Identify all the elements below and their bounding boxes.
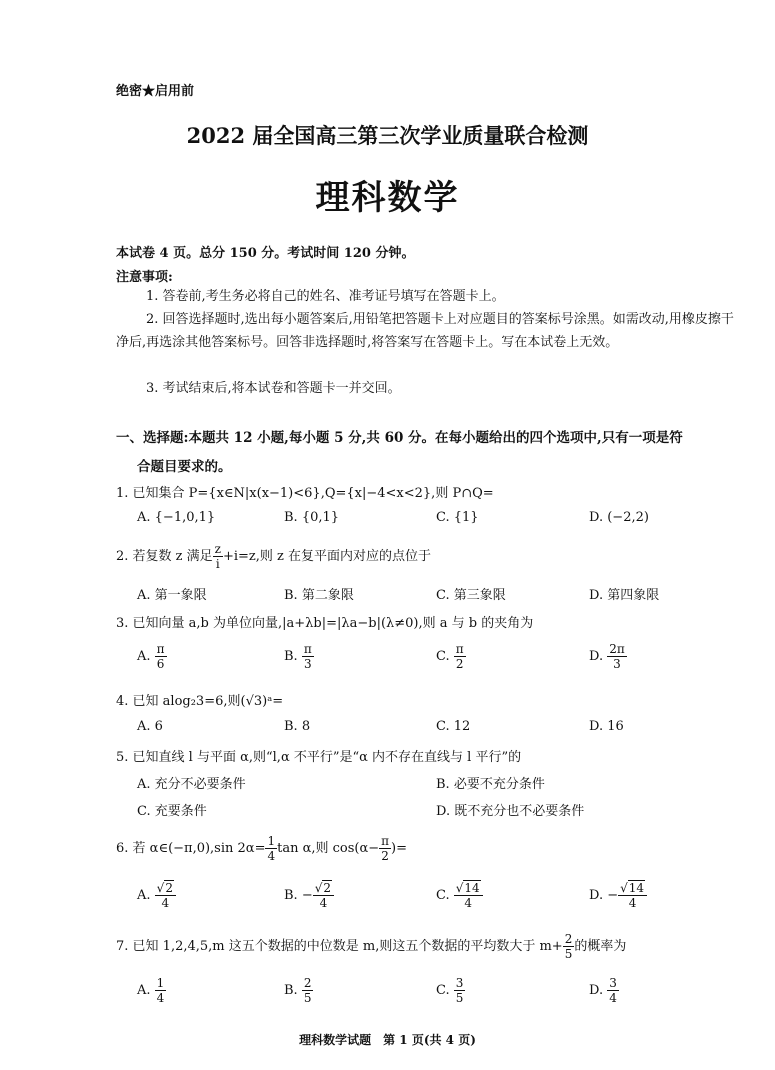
question-6-fraction-2 [379,834,391,863]
option-label: C. [436,888,450,903]
option-fraction [302,976,314,1005]
option-label: A. [137,888,151,903]
question-6-option-d [589,881,647,910]
question-2-option-b: B. 第二象限 [284,588,354,603]
fraction-numerator: 1 [267,834,276,848]
option-label: D. [589,983,604,998]
fraction-numerator: √2 [155,881,176,896]
question-6-stem-pre: 6. 若 α∈(−π,0),sin 2α= [116,841,266,856]
question-4-option-d: D. 16 [589,719,624,734]
option-fraction [155,976,167,1005]
radicand: 2 [323,881,332,895]
option-label: D. [589,888,604,903]
option-fraction [618,881,647,910]
question-5-stem: 5. 已知直线 l 与平面 α,则“l,α 不平行”是“α 内不存在直线与 l 平行”的 [116,750,522,765]
notice-item-2: 2. 回答选择题时,选出每小题答案后,用铅笔把答题卡上对应题目的答案标号涂黑。如需改动,用橡皮擦干净后,再选涂其他答案标号。回答非选择题时,将答案写在答题卡上。写在本试卷上无效。 [116,312,734,350]
fraction-numerator: 2π [609,642,625,656]
fraction-numerator: 2 [564,932,573,946]
option-label: B. [284,983,298,998]
radicand: 2 [165,881,173,895]
option-label: B. [284,888,298,903]
fraction-denominator: 4 [267,849,276,863]
question-5-option-d: D. 既不充分也不必要条件 [436,804,585,819]
notice-item-3: 3. 考试结束后,将本试卷和答题卡一并交回。 [146,381,401,396]
question-5-option-a: A. 充分不必要条件 [137,777,246,792]
option-fraction [302,642,314,671]
question-7-option-c [436,976,465,1005]
question-6-stem [116,834,407,863]
question-5-option-c: C. 充要条件 [137,804,207,819]
question-2-option-c: C. 第三象限 [436,588,506,603]
fraction-numerator: π [303,642,312,656]
question-2-stem [116,542,431,571]
option-sign: − [607,888,619,903]
fraction-denominator: 5 [455,991,464,1005]
fraction-denominator: 5 [564,947,573,961]
question-2-option-a: A. 第一象限 [137,588,207,603]
question-7-option-a [137,976,166,1005]
section-heading-line2: 合题目要求的。 [137,459,232,475]
option-sign: − [301,888,313,903]
question-7-stem-pre: 7. 已知 1,2,4,5,m 这五个数据的中位数是 m,则这五个数据的平均数大于 m+ [116,939,563,954]
fraction-denominator: 3 [613,657,621,671]
fraction-denominator: 4 [628,896,637,910]
notice-heading: 注意事项: [116,270,173,285]
fraction-denominator: 4 [609,991,617,1005]
question-6-stem-post: )= [391,841,408,856]
question-7-option-b [284,976,313,1005]
question-2-stem-pre: 2. 若复数 z 满足 [116,549,213,564]
fraction-denominator: 4 [161,896,170,910]
option-label: D. [589,649,604,664]
question-6-option-a [137,881,176,910]
option-fraction [607,642,627,671]
question-7-fraction [563,932,575,961]
option-label: A. [137,649,151,664]
question-1-option-a: A. {−1,0,1} [137,510,216,525]
fraction-numerator: π [455,642,464,656]
question-4-option-c: C. 12 [436,719,471,734]
question-5-option-b: B. 必要不充分条件 [436,777,545,792]
option-fraction [155,881,176,910]
option-fraction [454,976,466,1005]
option-fraction [313,881,334,910]
fraction-numerator: √14 [618,881,647,896]
option-fraction [607,976,619,1005]
page-footer: 理科数学试题 第 1 页(共 4 页) [299,1033,476,1047]
question-3-stem: 3. 已知向量 a,b 为单位向量,|a+λb|=|λa−b|(λ≠0),则 a 与 b 的夹角为 [116,616,534,631]
question-2-fraction [213,542,223,571]
fraction-numerator: z [214,542,221,556]
question-6-fraction-1 [265,834,277,863]
fraction-numerator: √2 [313,881,334,896]
question-3-option-a [137,642,167,671]
fraction-denominator: 4 [319,896,328,910]
option-label: A. [137,983,151,998]
question-3-option-c [436,642,466,671]
question-7-stem [116,932,626,961]
option-fraction [454,642,466,671]
option-fraction [155,642,167,671]
fraction-denominator: i [215,557,220,571]
fraction-numerator: 1 [156,976,165,990]
fraction-numerator: 3 [609,976,617,990]
exam-info: 本试卷 4 页。总分 150 分。考试时间 120 分钟。 [116,246,415,261]
question-2-option-d: D. 第四象限 [589,588,660,603]
question-2-stem-post: +i=z,则 z 在复平面内对应的点位于 [222,549,432,564]
fraction-numerator: π [156,642,165,656]
notice-item-1: 1. 答卷前,考生务必将自己的姓名、准考证号填写在答题卡上。 [146,289,505,304]
question-1-stem: 1. 已知集合 P={x∈N|x(x−1)<6},Q={x|−4<x<2},则 P∩Q= [116,486,494,501]
fraction-numerator: 3 [455,976,464,990]
fraction-denominator: 6 [156,657,165,671]
fraction-denominator: 5 [303,991,312,1005]
confidential-label: 绝密★启用前 [116,84,195,99]
option-label: B. [284,649,298,664]
fraction-denominator: 3 [303,657,312,671]
fraction-numerator: √14 [454,881,483,896]
option-label: C. [436,649,450,664]
fraction-denominator: 2 [381,849,389,863]
question-4-option-b: B. 8 [284,719,311,734]
option-label: C. [436,983,450,998]
question-6-stem-mid: tan α,则 cos(α− [277,841,380,856]
fraction-denominator: 4 [464,896,473,910]
radicand: 14 [464,881,480,895]
question-4-stem: 4. 已知 alog₂3=6,则(√3)ᵃ= [116,694,284,709]
question-1-option-c: C. {1} [436,510,479,525]
fraction-denominator: 2 [455,657,464,671]
exam-title: 2022 届全国高三第三次学业质量联合检测 [186,123,589,148]
question-1-option-d: D. (−2,2) [589,510,649,525]
question-3-option-d [589,642,627,671]
section-heading-line1: 一、选择题:本题共 12 小题,每小题 5 分,共 60 分。在每小题给出的四个选项中,只有一项是符 [116,430,683,446]
option-fraction [454,881,483,910]
question-4-option-a: A. 6 [137,719,163,734]
question-7-stem-post: 的概率为 [574,939,627,954]
question-7-option-d [589,976,619,1005]
subject-title: 理科数学 [315,178,460,218]
question-1-option-b: B. {0,1} [284,510,340,525]
fraction-numerator: 2 [303,976,312,990]
radicand: 14 [628,881,645,895]
question-3-option-b [284,642,314,671]
fraction-numerator: π [381,834,390,848]
fraction-denominator: 4 [156,991,165,1005]
question-6-option-b [284,881,334,910]
question-6-option-c [436,881,483,910]
